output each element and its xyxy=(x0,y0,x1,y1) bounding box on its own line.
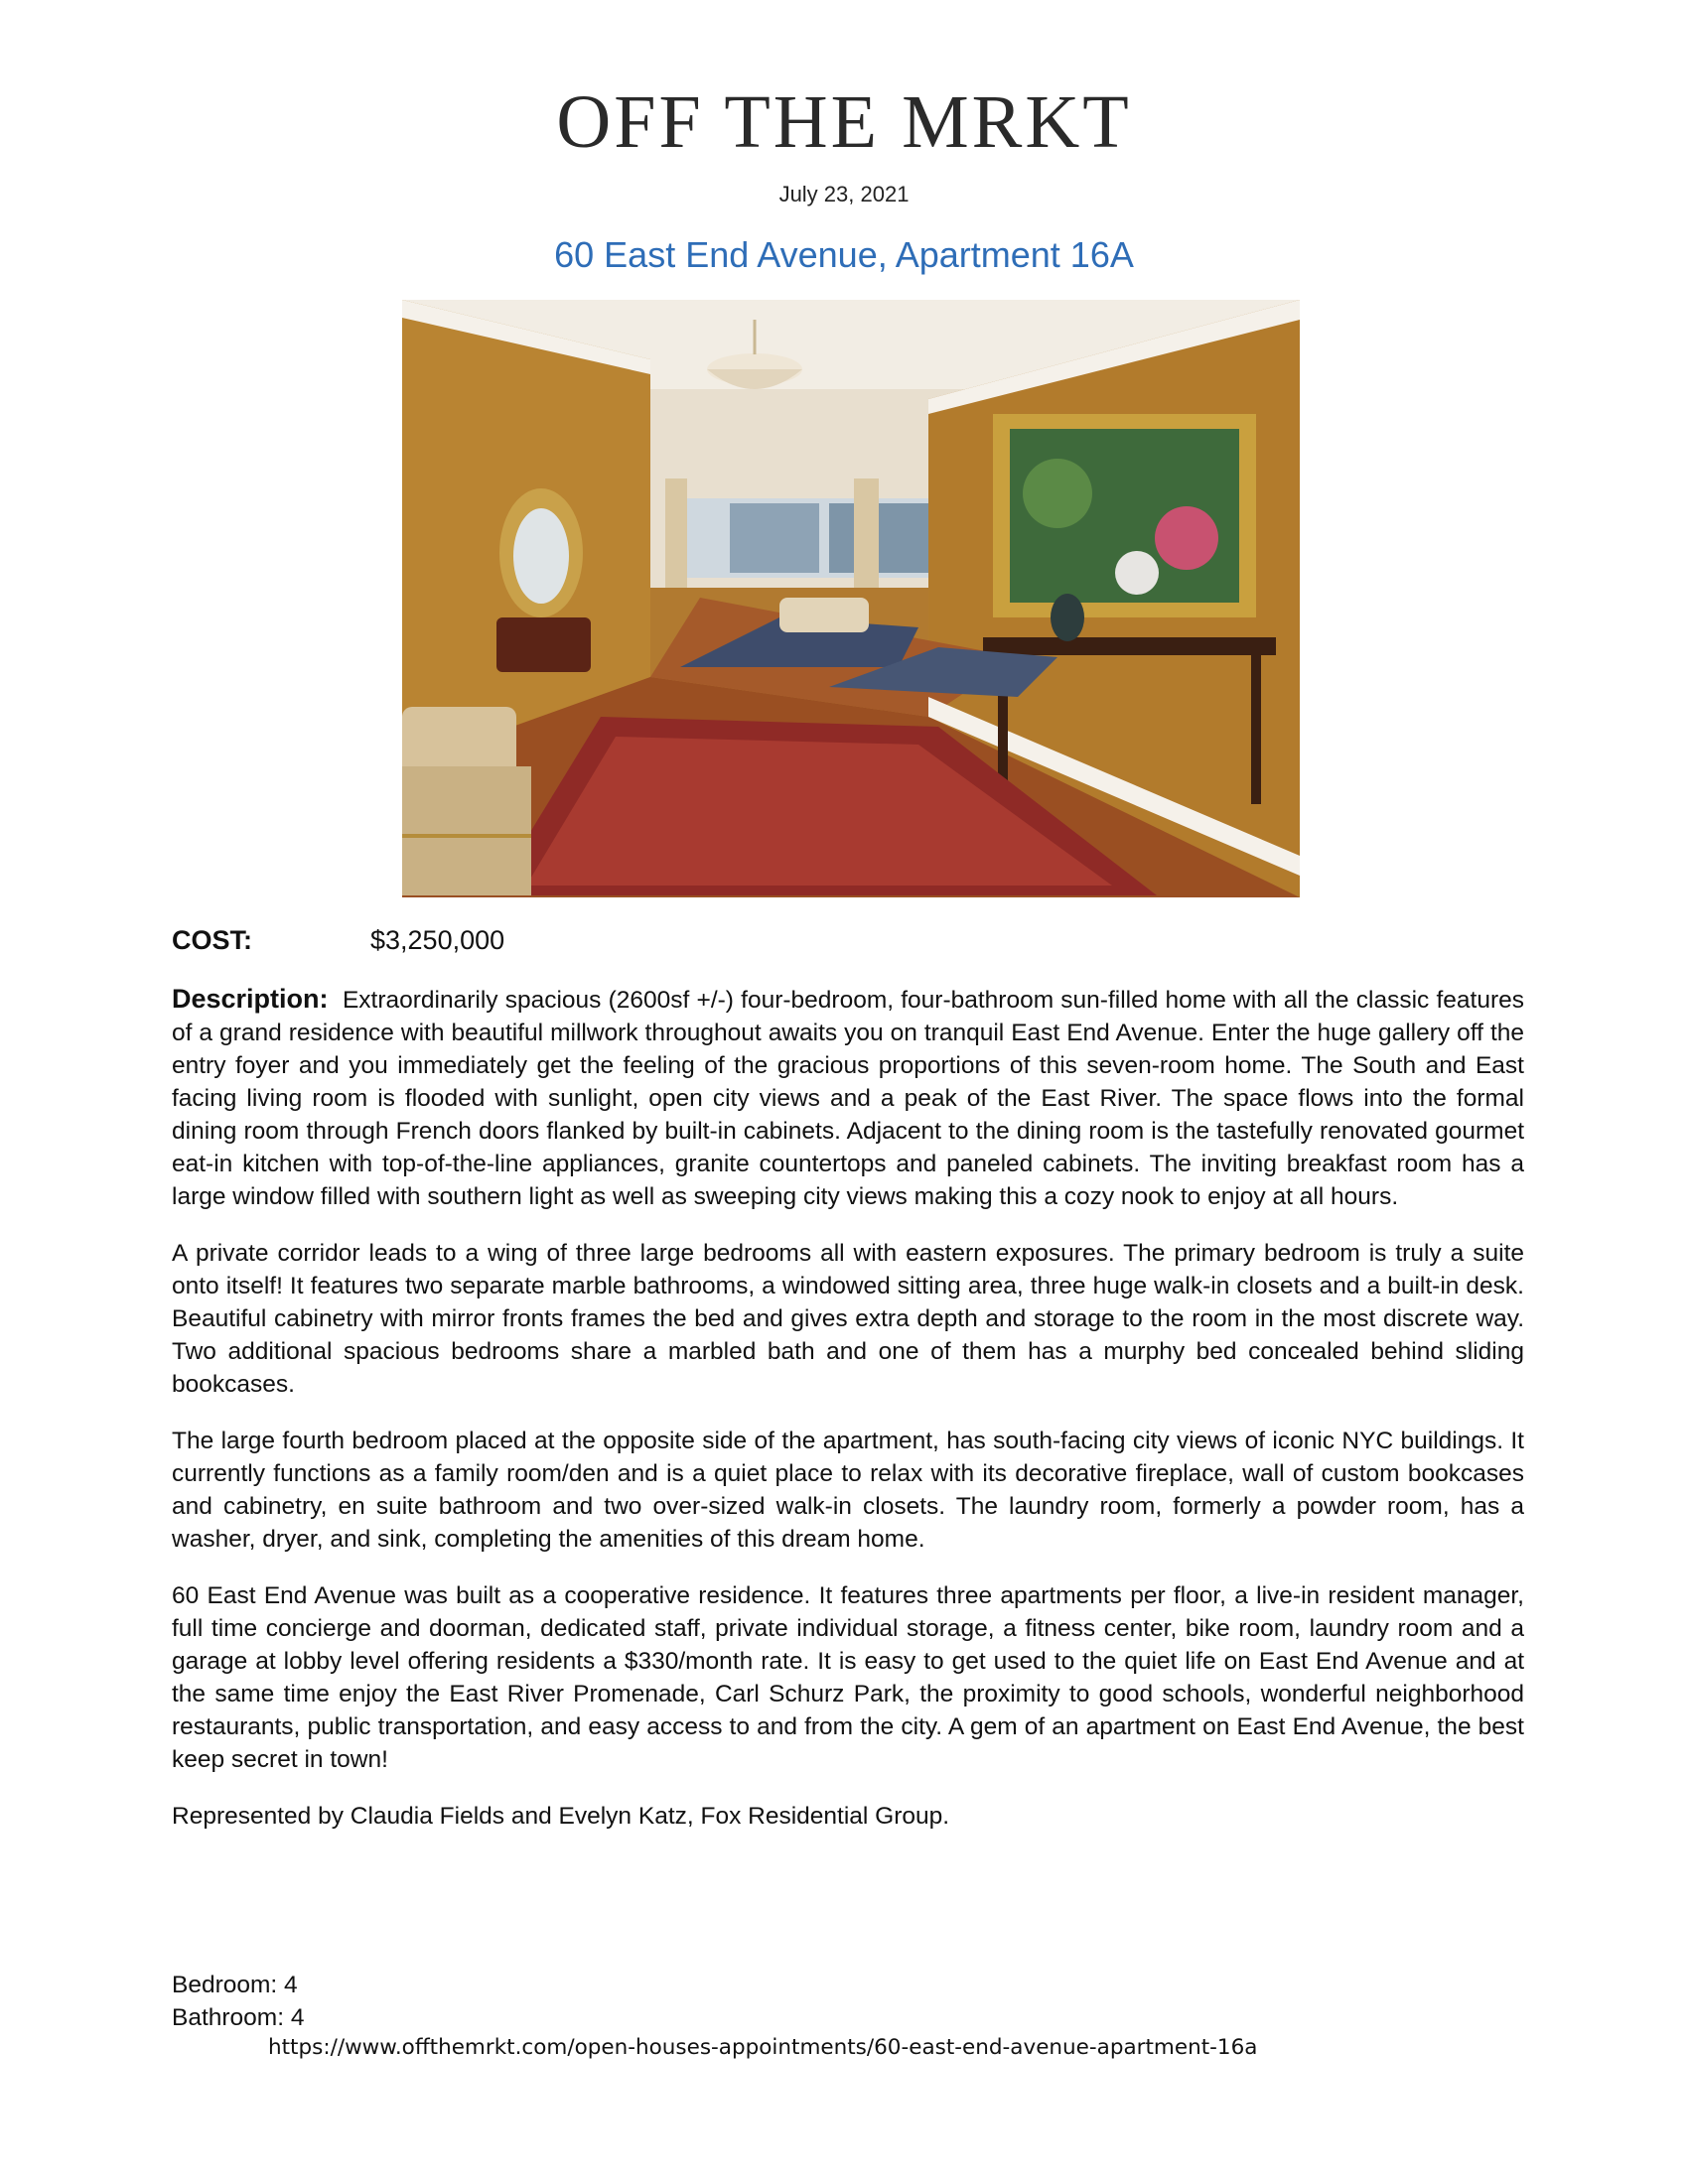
description-paragraph-1 xyxy=(172,983,1524,1213)
bathroom-count: Bathroom: 4 xyxy=(172,2004,305,2031)
publish-date: July 23, 2021 xyxy=(778,182,910,206)
source-url[interactable]: https://www.offthemrkt.com/open-houses-appointments/60-east-end-avenue-apartment-16a xyxy=(268,2035,1258,2060)
cost-row xyxy=(172,925,504,956)
listing-address[interactable]: 60 East End Avenue, Apartment 16A xyxy=(554,234,1134,275)
description-text-1: Extraordinarily spacious (2600sf +/-) four-bedroom, four-bathroom sun-filled home with all the classic features of a grand residence with beautiful millwork throughout awaits you on tranquil East End Avenue. Enter the huge gallery off the entry foyer and you immediately get the feeling of the gracious proportions of this seven-room home. The South and East facing living room is flooded with sunlight, open city views and a peak of the East River. The space flows into the formal dining room through French doors flanked by built-in cabinets. Adjacent to the dining room is the tastefully renovated gourmet eat-in kitchen with top-of-the-line appliances, granite countertops and paneled cabinets. The inviting breakfast room has a large window filled with southern light as well as sweeping city views making this a cozy nook to enjoy at all hours. xyxy=(172,987,1524,1210)
bedroom-count: Bedroom: 4 xyxy=(172,1972,298,1998)
cost-label: COST: xyxy=(172,925,252,955)
masthead-logo: OFF THE MRKT xyxy=(556,80,1132,164)
description-paragraph-4: 60 East End Avenue was built as a cooperative residence. It features three apartments per floor, a live-in resident manager, full time concierge and doorman, dedicated staff, private individual storage, a fitness center, bike room, laundry room and a garage at lobby level offering residents a $330/month rate. It is easy to get used to the quiet life on East End Avenue and at the same time enjoy the East River Promenade, Carl Schurz Park, the proximity to good schools, wonderful neighborhood restaurants, public transportation, and easy access to and from the city. A gem of an apartment on East End Avenue, the best keep secret in town! xyxy=(172,1582,1524,1773)
description-paragraph-2: A private corridor leads to a wing of three large bedrooms all with eastern exposures. The primary bedroom is truly a suite onto itself! It features two separate marble bathrooms, a windowed sitting area, three huge walk-in closets and a built-in desk. Beautiful cabinetry with mirror fronts frames the bed and gives extra depth and storage to the room in the most discrete way. Two additional spacious bedrooms share a marbled bath and one of them has a murphy bed concealed behind sliding bookcases. xyxy=(172,1240,1524,1398)
cost-value: $3,250,000 xyxy=(370,925,505,955)
description-section xyxy=(172,983,1524,1856)
description-paragraph-3: The large fourth bedroom placed at the opposite side of the apartment, has south-facing city views of iconic NYC buildings. It currently functions as a family room/den and is a quiet place to relax with its decorative fireplace, wall of custom bookcases and cabinetry, en suite bathroom and two over-sized walk-in closets. The laundry room, formerly a powder room, has a washer, dryer, and sink, completing the amenities of this dream home. xyxy=(172,1428,1524,1553)
listing-photo xyxy=(402,300,1300,897)
listing-stats xyxy=(172,1969,304,2034)
description-label: Description: xyxy=(172,984,329,1014)
representation-line: Represented by Claudia Fields and Evelyn Katz, Fox Residential Group. xyxy=(172,1803,950,1830)
